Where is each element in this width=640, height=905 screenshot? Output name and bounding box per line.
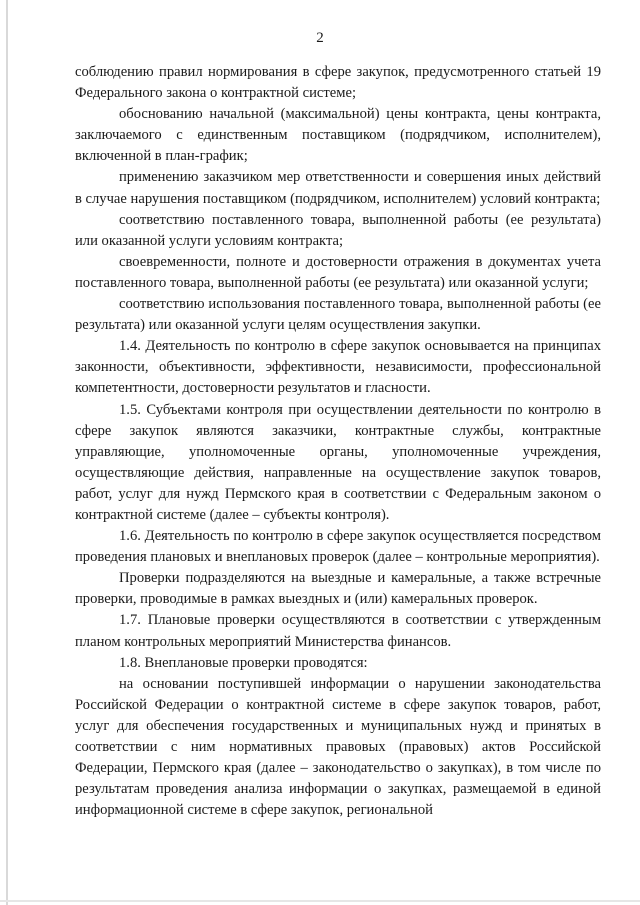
paragraph-continued: соблюдению правил нормирования в сфере закупок, предусмотренного статьей 19 Федерального закона о контрактной системе; (75, 64, 601, 102)
paragraph: Проверки подразделяются на выездные и камеральные, а также встречные проверки, проводимые в рамках выездных и (или) камеральных проверок. (75, 570, 601, 608)
scan-bottom-edge (0, 900, 640, 902)
paragraph: соответствию использования поставленного товара, выполненной работы (ее результата) или оказанной услуги целям осуществления закупки. (75, 296, 601, 334)
scan-left-edge (6, 0, 8, 905)
document-body (75, 62, 601, 821)
paragraph-1-5: 1.5. Субъектами контроля при осуществлении деятельности по контролю в сфере закупок являются заказчики, контрактные службы, контрактные управляющие, уполномоченные органы, уполномоченные учреждения, осуществляющие действия, направленные на осуществление закупок товаров, работ, услуг для нужд Пермского края в соответствии с Федеральным законом о контрактной системе (далее – субъекты контроля). (75, 401, 601, 523)
paragraph-1-8: 1.8. Внеплановые проверки проводятся: (119, 654, 368, 671)
paragraph-1-7: 1.7. Плановые проверки осуществляются в соответствии с утвержденным планом контрольных мероприятий Министерства финансов. (75, 612, 601, 650)
paragraph-1-6: 1.6. Деятельность по контролю в сфере закупок осуществляется посредством проведения плановых и внеплановых проверок (далее – контрольные мероприятия). (75, 528, 601, 566)
paragraph: своевременности, полноте и достоверности отражения в документах учета поставленного товара, выполненной работы (ее результата) или оказанной услуги; (75, 253, 601, 291)
paragraph-1-4: 1.4. Деятельность по контролю в сфере закупок основывается на принципах законности, объективности, эффективности, независимости, профессиональной компетентности, достоверности результатов и гласности. (75, 338, 601, 397)
paragraph: применению заказчиком мер ответственности и совершения иных действий в случае нарушения поставщиком (подрядчиком, исполнителем) условий контракта; (75, 169, 601, 207)
page-number: 2 (316, 30, 324, 46)
paragraph: обоснованию начальной (максимальной) цены контракта, цены контракта, заключаемого с единственным поставщиком (подрядчиком, исполнителем), включенной в план-график; (75, 106, 601, 165)
paragraph: соответствию поставленного товара, выполненной работы (ее результата) или оказанной услуги условиям контракта; (75, 211, 601, 249)
paragraph: на основании поступившей информации о нарушении законодательства Российской Федерации о контрактной системе в сфере закупок товаров, работ, услуг для обеспечения государственных и муниципальных нужд и принятых в соответствии с ним нормативных правовых (правовых) актов Российской Федерации, Пермского края (далее – законодательство о закупках), в том числе по результатам проведения анализа информации о закупках, размещаемой в единой информационной системе в сфере закупок, региональной (75, 675, 601, 819)
